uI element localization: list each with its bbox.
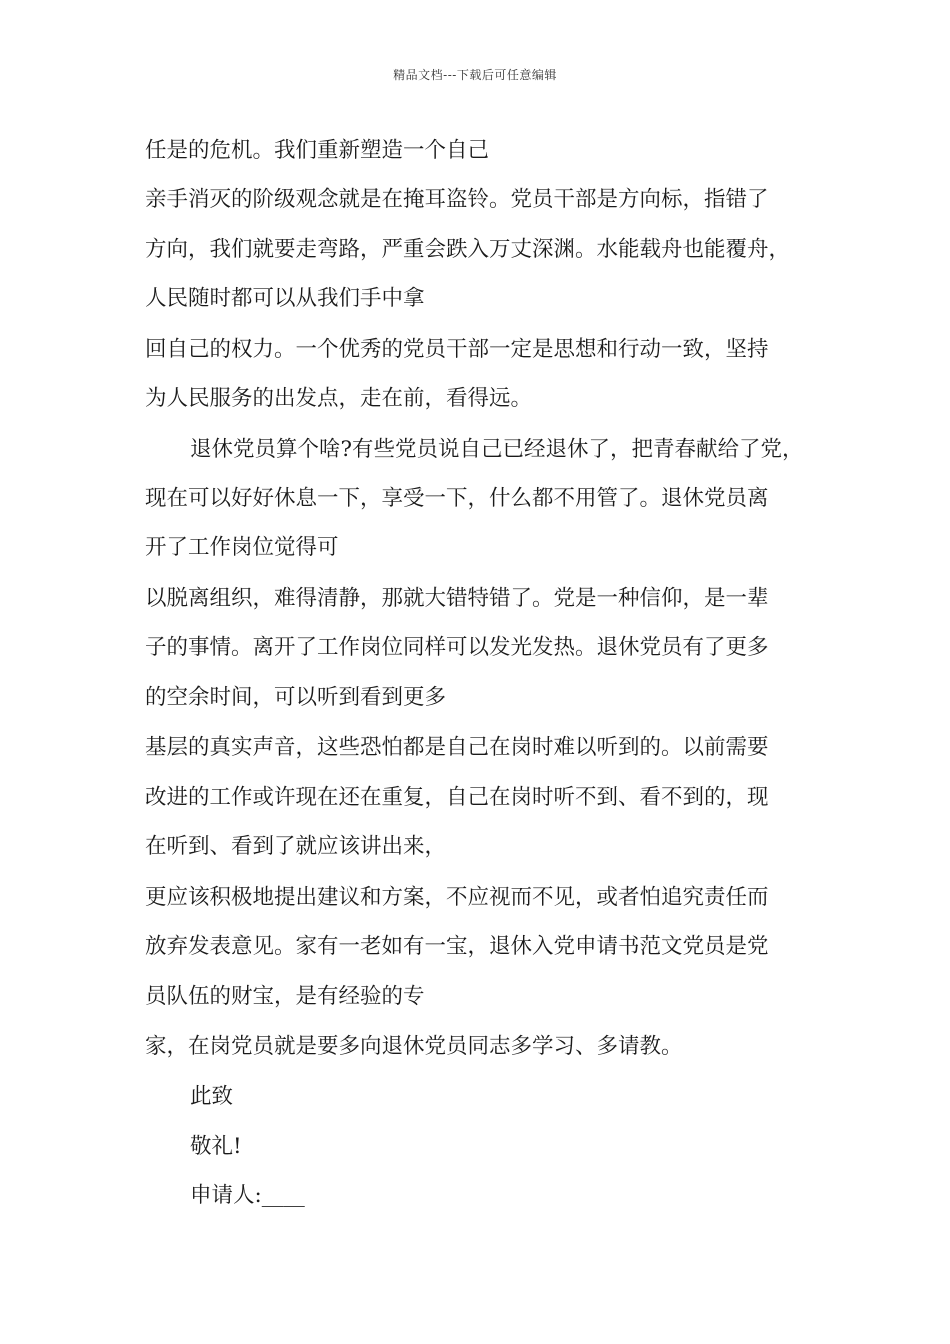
body-line: 回自己的权力。一个优秀的党员干部一定是思想和行动一致，坚持 <box>145 337 769 362</box>
body-line: 放弃发表意见。家有一老如有一宝，退休入党申请书范文党员是党 <box>145 934 769 959</box>
applicant-signature-line: 申请人:____ <box>190 1183 305 1208</box>
body-line: 退休党员算个啥?有些党员说自己已经退休了，把青春献给了党， <box>190 437 804 462</box>
body-line: 方向，我们就要走弯路，严重会跌入万丈深渊。水能载舟也能覆舟， <box>145 237 791 262</box>
closing-regards: 敬礼! <box>190 1134 242 1159</box>
body-line: 以脱离组织，难得清静，那就大错特错了。党是一种信仰，是一辈 <box>145 586 769 611</box>
body-line: 子的事情。离开了工作岗位同样可以发光发热。退休党员有了更多 <box>145 635 769 660</box>
body-line: 人民随时都可以从我们手中拿 <box>145 286 425 311</box>
closing-salutation: 此致 <box>190 1084 234 1109</box>
body-line: 改进的工作或许现在还在重复，自己在岗时听不到、看不到的，现 <box>145 785 769 810</box>
body-line: 任是的危机。我们重新塑造一个自己 <box>145 138 490 163</box>
body-line: 基层的真实声音，这些恐怕都是自己在岗时难以听到的。以前需要 <box>145 735 769 760</box>
body-line: 现在可以好好休息一下，享受一下，什么都不用管了。退休党员离 <box>145 486 769 511</box>
body-line: 为人民服务的出发点，走在前，看得远。 <box>145 386 533 411</box>
body-line: 亲手消灭的阶级观念就是在掩耳盗铃。党员干部是方向标，指错了 <box>145 187 769 212</box>
page-header: 精品文档---下载后可任意编辑 <box>393 68 557 82</box>
body-line: 的空余时间，可以听到看到更多 <box>145 685 447 710</box>
body-line: 员队伍的财宝，是有经验的专 <box>145 984 425 1009</box>
body-line: 更应该积极地提出建议和方案，不应视而不见，或者怕追究责任而 <box>145 885 769 910</box>
body-line: 开了工作岗位觉得可 <box>145 535 339 560</box>
body-line: 家，在岗党员就是要多向退休党员同志多学习、多请教。 <box>145 1034 683 1059</box>
body-line: 在听到、看到了就应该讲出来， <box>145 834 447 859</box>
